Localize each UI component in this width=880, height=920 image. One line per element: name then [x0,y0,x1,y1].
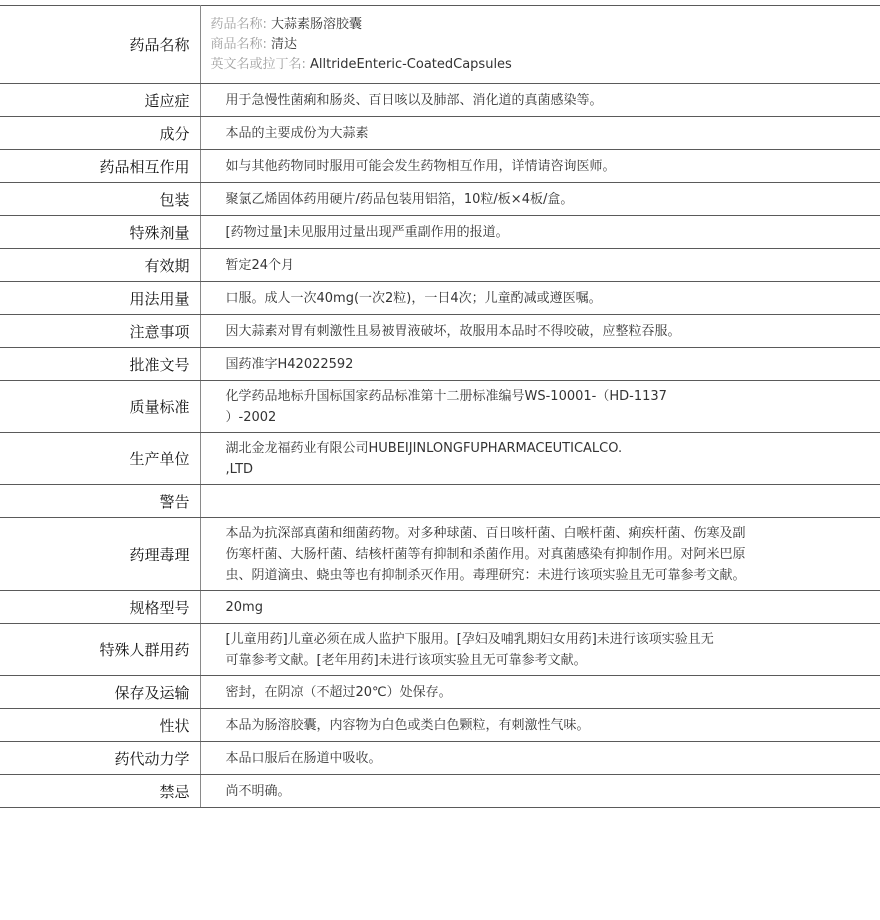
english-name: AlltrideEnteric-CoatedCapsules [310,56,512,72]
row-special-populations [0,624,880,676]
row-value: 因大蒜素对胃有刺激性且易被胃液破坏，故服用本品时不得咬破，应整粒吞服。 [200,315,880,348]
row-value: 20mg [200,591,880,624]
row-label: 适应症 [0,84,200,117]
row-label: 规格型号 [0,591,200,624]
row-label: 有效期 [0,249,200,282]
row-value: 尚不明确。 [200,775,880,808]
row-value: 国药准字H42022592 [200,348,880,381]
row-label: 包装 [0,183,200,216]
row-value: 本品为肠溶胶囊，内容物为白色或类白色颗粒，有刺激性气味。 [200,709,880,742]
trade-name-line: 商品名称: 清达 [210,36,298,52]
row-precautions [0,315,880,348]
row-label: 药理毒理 [0,518,200,591]
row-pharmacology [0,518,880,591]
row-manufacturer [0,433,880,485]
row-label: 注意事项 [0,315,200,348]
row-label: 生产单位 [0,433,200,485]
row-label: 禁忌 [0,775,200,808]
row-value: 如与其他药物同时服用可能会发生药物相互作用，详情请咨询医师。 [200,150,880,183]
row-contraindications [0,775,880,808]
row-value: 聚氯乙烯固体药用硬片/药品包装用铝箔，10粒/板×4板/盒。 [200,183,880,216]
row-label: 性状 [0,709,200,742]
row-description [0,709,880,742]
english-name-line: 英文名或拉丁名: AlltrideEnteric-CoatedCapsules [210,56,512,72]
trade-name: 清达 [271,36,298,52]
row-label: 成分 [0,117,200,150]
row-label: 药品相互作用 [0,150,200,183]
row-ingredients [0,117,880,150]
row-drug-name [0,6,880,84]
row-value: [儿童用药]儿童必须在成人监护下服用。[孕妇及哺乳期妇女用药]未进行该项实验且无 可靠参考文献。[老年用药]未进行该项实验且无可靠参考文献。 [200,624,880,676]
row-label: 特殊人群用药 [0,624,200,676]
row-dosage [0,282,880,315]
row-value: 本品口服后在肠道中吸收。 [200,742,880,775]
row-label: 保存及运输 [0,676,200,709]
row-pharmacokinetics [0,742,880,775]
row-packaging [0,183,880,216]
row-label: 质量标准 [0,381,200,433]
row-label: 用法用量 [0,282,200,315]
drug-name-block [200,6,880,84]
row-drug-interactions [0,150,880,183]
row-value: 口服。成人一次40mg(一次2粒)，一日4次；儿童酌减或遵医嘱。 [200,282,880,315]
row-label: 特殊剂量 [0,216,200,249]
row-indications [0,84,880,117]
row-label: 药代动力学 [0,742,200,775]
row-label: 警告 [0,485,200,518]
row-value: [药物过量]未见服用过量出现严重副作用的报道。 [200,216,880,249]
row-label: 药品名称 [0,6,200,84]
row-specification [0,591,880,624]
row-label: 批准文号 [0,348,200,381]
row-approval-number [0,348,880,381]
row-value: 暂定24个月 [200,249,880,282]
row-shelf-life [0,249,880,282]
row-value: 化学药品地标升国标国家药品标准第十二册标准编号WS-10001-（HD-1137 ）-2002 [200,381,880,433]
row-value: 本品为抗深部真菌和细菌药物。对多种球菌、百日咳杆菌、白喉杆菌、痢疾杆菌、伤寒及副 伤寒杆菌、大肠杆菌、结核杆菌等有抑制和杀菌作用。对真菌感染有抑制作用。对阿米巴原 虫、阴道滴虫、蛲虫等也有抑制杀灭作用。毒理研究：未进行该项实验且无可靠参考文献。 [200,518,880,591]
row-value: 密封，在阴凉（不超过20℃）处保存。 [200,676,880,709]
generic-name-line: 药品名称: 大蒜素肠溶胶囊 [210,16,363,32]
row-warning [0,485,880,518]
generic-name: 大蒜素肠溶胶囊 [271,16,363,32]
row-value [200,485,880,518]
row-special-dosage [0,216,880,249]
row-value: 用于急慢性菌痢和肠炎、百日咳以及肺部、消化道的真菌感染等。 [200,84,880,117]
row-value: 本品的主要成份为大蒜素 [200,117,880,150]
row-value: 湖北金龙福药业有限公司HUBEIJINLONGFUPHARMACEUTICALCO. ,LTD [200,433,880,485]
drug-spec-table [0,5,880,808]
row-quality-standard [0,381,880,433]
row-storage [0,676,880,709]
